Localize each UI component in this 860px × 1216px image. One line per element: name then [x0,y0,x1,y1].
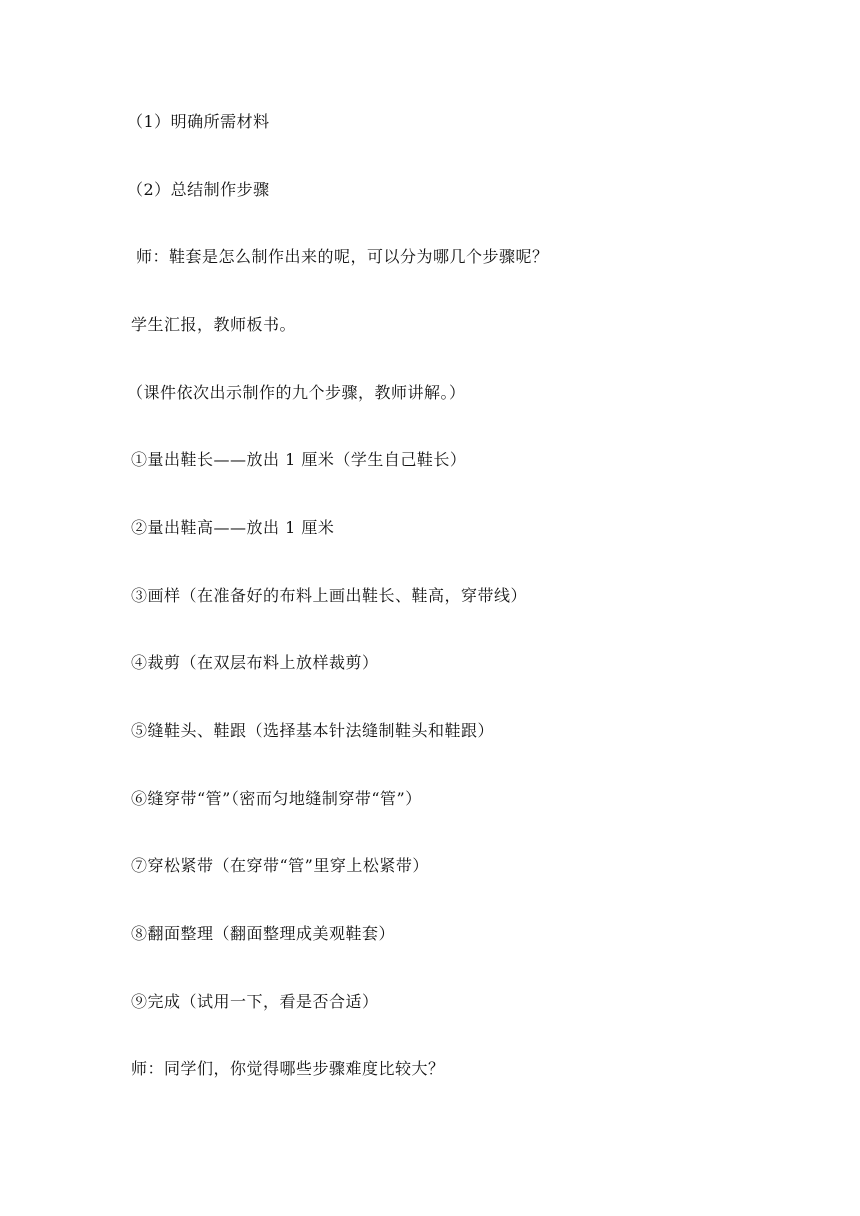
student-report-line: 学生汇报，教师板书。 [131,315,297,334]
step-1: ①量出鞋长——放出 1 厘米（学生自己鞋长） [131,450,467,469]
step-2: ②量出鞋高——放出 1 厘米 [131,518,335,537]
step-8: ⑧翻面整理（翻面整理成美观鞋套） [131,924,396,943]
step-6: ⑥缝穿带“管”（密而匀地缝制穿带“管”） [131,789,422,808]
step-5: ⑤缝鞋头、鞋跟（选择基本针法缝制鞋头和鞋跟） [131,721,495,740]
step-3: ③画样（在准备好的布料上画出鞋长、鞋高，穿带线） [131,586,528,605]
courseware-note: （课件依次出示制作的九个步骤，教师讲解。） [127,383,466,402]
teacher-followup-question: 师：同学们，你觉得哪些步骤难度比较大？ [131,1059,445,1078]
subheading-steps: （2）总结制作步骤 [127,180,270,199]
step-9: ⑨完成（试用一下，看是否合适） [131,992,379,1011]
subheading-materials: （1）明确所需材料 [127,112,270,131]
step-4: ④裁剪（在双层布料上放样裁剪） [131,653,379,672]
teacher-question: 师：鞋套是怎么制作出来的呢，可以分为哪几个步骤呢？ [136,247,549,266]
step-7: ⑦穿松紧带（在穿带“管”里穿上松紧带） [131,856,429,875]
